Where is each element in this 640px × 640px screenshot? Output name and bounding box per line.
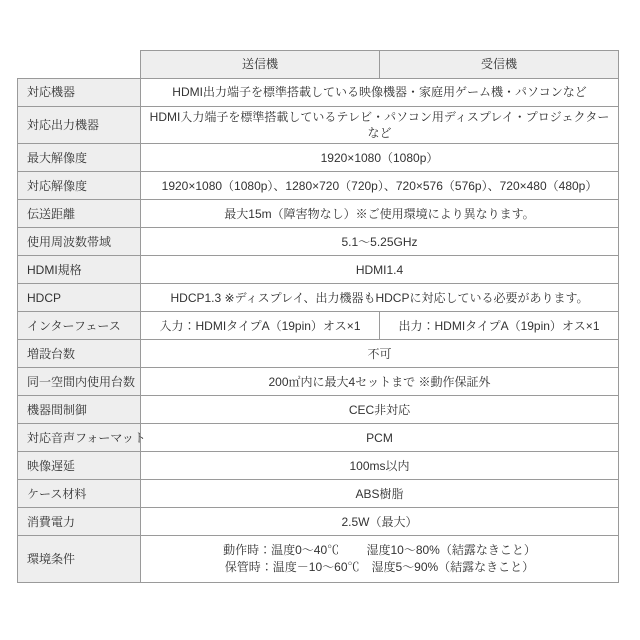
row-value: ABS樹脂	[141, 480, 619, 508]
environment-operating-line: 動作時：温度0～40℃ 湿度10～80%（結露なきこと）	[223, 543, 536, 558]
specification-table	[17, 50, 619, 583]
row-value: 200㎡内に最大4セットまで ※動作保証外	[141, 368, 619, 396]
row-label: HDMI規格	[18, 256, 141, 284]
spec-row-video-latency	[18, 452, 619, 480]
spec-row-max-resolution	[18, 144, 619, 172]
row-value	[141, 536, 619, 583]
row-value: PCM	[141, 424, 619, 452]
spec-row-hdmi-standard	[18, 256, 619, 284]
spec-row-environment	[18, 536, 619, 583]
spec-row-hdcp	[18, 284, 619, 312]
spec-row-units-per-area	[18, 368, 619, 396]
row-value: HDMI出力端子を標準搭載している映像機器・家庭用ゲーム機・パソコンなど	[141, 79, 619, 107]
row-label: 対応出力機器	[18, 107, 141, 144]
spec-row-supported-devices	[18, 79, 619, 107]
row-value: CEC非対応	[141, 396, 619, 424]
spec-row-frequency-band	[18, 228, 619, 256]
row-value: 不可	[141, 340, 619, 368]
environment-storage-line: 保管時：温度－10～60℃ 湿度5～90%（結露なきこと）	[224, 560, 535, 575]
spec-row-power-consumption	[18, 508, 619, 536]
row-value-input: 入力：HDMIタイプA（19pin）オス×1	[141, 312, 380, 340]
row-value: 100ms以内	[141, 452, 619, 480]
row-label: 伝送距離	[18, 200, 141, 228]
row-value-output: 出力：HDMIタイプA（19pin）オス×1	[380, 312, 619, 340]
row-label: 機器間制御	[18, 396, 141, 424]
row-value: HDCP1.3 ※ディスプレイ、出力機器もHDCPに対応している必要があります。	[141, 284, 619, 312]
row-value: 1920×1080（1080p）、1280×720（720p）、720×576（576p）、720×480（480p）	[141, 172, 619, 200]
row-label: 使用周波数帯域	[18, 228, 141, 256]
row-label: 映像遅延	[18, 452, 141, 480]
spec-row-expansion-units	[18, 340, 619, 368]
row-label: 対応解像度	[18, 172, 141, 200]
header-receiver: 受信機	[380, 51, 619, 79]
spec-row-transmission-distance	[18, 200, 619, 228]
spec-row-case-material	[18, 480, 619, 508]
row-value: 最大15m（障害物なし）※ご使用環境により異なります。	[141, 200, 619, 228]
row-value: 5.1～5.25GHz	[141, 228, 619, 256]
row-value: HDMI入力端子を標準搭載しているテレビ・パソコン用ディスプレイ・プロジェクターなど	[141, 107, 619, 144]
header-row	[18, 51, 619, 79]
row-label: 環境条件	[18, 536, 141, 583]
row-label: HDCP	[18, 284, 141, 312]
corner-empty-cell	[18, 51, 141, 79]
row-value: HDMI1.4	[141, 256, 619, 284]
header-transmitter: 送信機	[141, 51, 380, 79]
row-label: 最大解像度	[18, 144, 141, 172]
row-label: 同一空間内使用台数	[18, 368, 141, 396]
spec-row-interface	[18, 312, 619, 340]
spec-row-supported-resolutions	[18, 172, 619, 200]
spec-row-device-control	[18, 396, 619, 424]
spec-row-audio-format	[18, 424, 619, 452]
row-label: 対応機器	[18, 79, 141, 107]
row-label: インターフェース	[18, 312, 141, 340]
spec-row-supported-output-devices	[18, 107, 619, 144]
row-label: 消費電力	[18, 508, 141, 536]
row-label: 増設台数	[18, 340, 141, 368]
row-label: 対応音声フォーマット	[18, 424, 141, 452]
row-value: 1920×1080（1080p）	[141, 144, 619, 172]
row-value: 2.5W（最大）	[141, 508, 619, 536]
row-label: ケース材料	[18, 480, 141, 508]
